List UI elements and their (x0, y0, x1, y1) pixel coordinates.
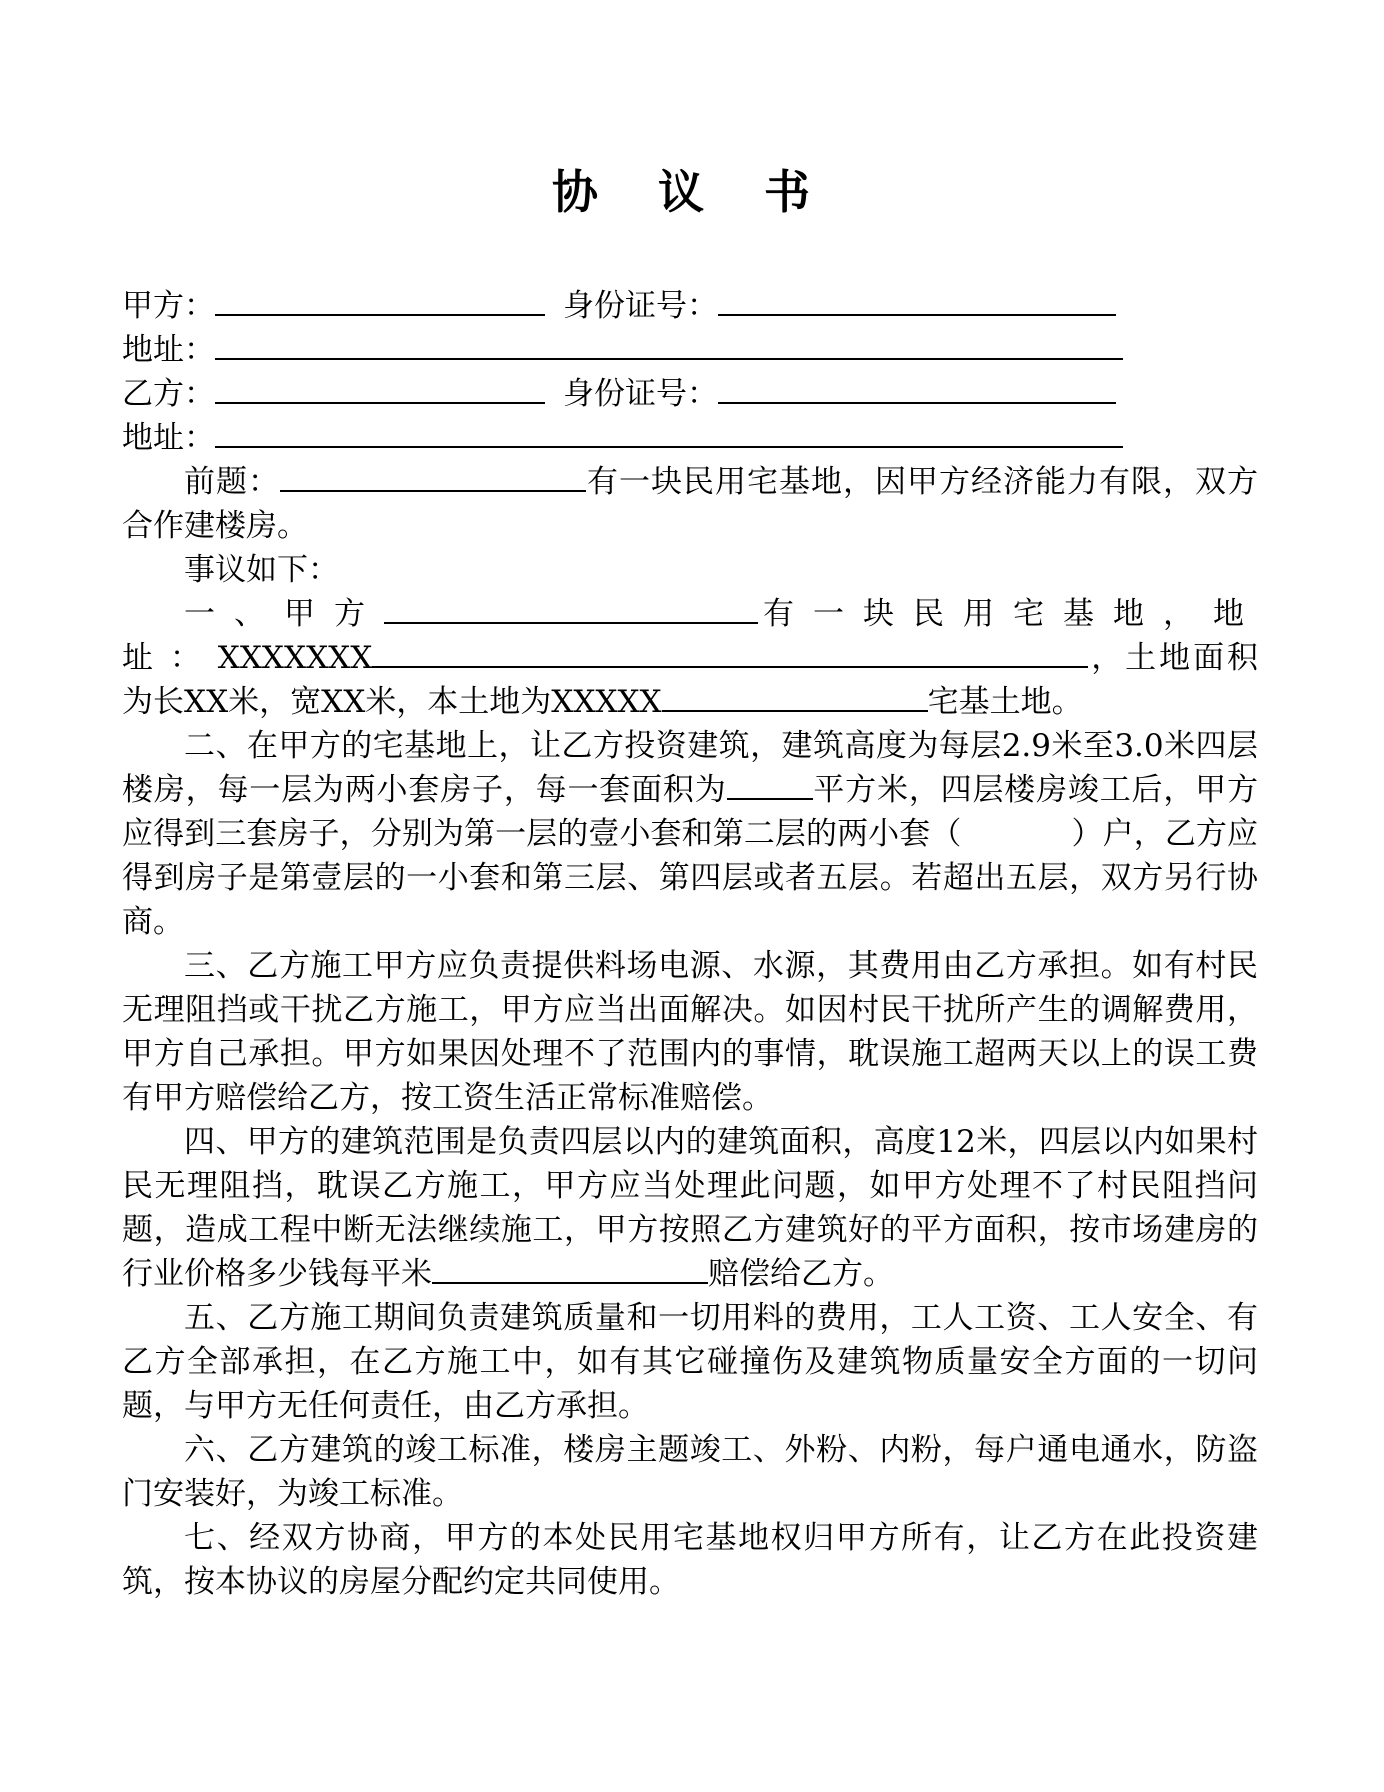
party-a-address-blank (215, 328, 1123, 360)
clause-2-area-blank (727, 768, 813, 800)
clause-1-type-blank (662, 680, 928, 712)
party-a-name-blank (215, 284, 545, 316)
clause-1-area: ，土地面积为长XX米，宽XX米，本土地为XXXXX (122, 640, 1259, 720)
clause-1-land: 有一块民用宅基地，地址： (122, 596, 1258, 676)
clause-4-text-b: 赔偿给乙方。 (708, 1256, 894, 1292)
document-title: 协 议 书 (551, 165, 833, 219)
clause-2-text-a: 二、在甲方的宅基地上，让乙方投资建筑，建筑高度为每层2.9米至3.0米四层楼房，每一层为两小套房子，每一套面积为 (122, 728, 1258, 808)
party-b-address-label: 地址： (122, 420, 215, 456)
clause-1-end: 宅基土地。 (927, 684, 1083, 720)
clause-2 (122, 724, 1258, 944)
party-b-id-blank (718, 372, 1116, 404)
party-b-address-blank (215, 416, 1123, 448)
clause-1-party: 一、甲方 (184, 596, 384, 632)
clause-1-address-blank (372, 636, 1088, 668)
party-b-name-blank (215, 372, 545, 404)
clause-1 (122, 592, 1258, 724)
party-a-row (122, 284, 1258, 328)
clause-4-price-blank (432, 1252, 708, 1284)
party-b-address-row (122, 416, 1258, 460)
party-b-row (122, 372, 1258, 416)
party-a-id-blank (718, 284, 1116, 316)
preface-label: 前题： (184, 464, 280, 500)
clause-2-text-b: 平方米，四层楼房竣工后，甲方应得到三套房子，分别为第一层的壹小套和第二层的两小套（ (122, 772, 1259, 852)
party-b-id-label: 身份证号： (563, 376, 718, 412)
clause-5: 五、乙方施工期间负责建筑质量和一切用料的费用，工人工资、工人安全、有乙方全部承担，在乙方施工中，如有其它碰撞伤及建筑物质量安全方面的一切问题，与甲方无任何责任，由乙方承担。 (122, 1300, 1258, 1424)
party-a-address-row (122, 328, 1258, 372)
clause-1-address: XXXXXXX (217, 640, 373, 676)
clause-7: 七、经双方协商，甲方的本处民用宅基地权归甲方所有，让乙方在此投资建筑，按本协议的房屋分配约定共同使用。 (122, 1520, 1258, 1600)
clause-6: 六、乙方建筑的竣工标准，楼房主题竣工、外粉、内粉，每户通电通水，防盗门安装好，为竣工标准。 (122, 1432, 1258, 1512)
party-a-address-label: 地址： (122, 332, 215, 368)
document-body (122, 284, 1258, 1604)
preface-text: 有一块民用宅基地，因甲方经济能力有限，双方合作建楼房。 (122, 464, 1258, 544)
clause-3: 三、乙方施工甲方应负责提供料场电源、水源，其费用由乙方承担。如有村民无理阻挡或干扰乙方施工，甲方应当出面解决。如因村民干扰所产生的调解费用，甲方自己承担。甲方如果因处理不了范围内的事情，耽误施工超两天以上的误工费有甲方赔偿给乙方，按工资生活正常标准赔偿。 (122, 948, 1258, 1116)
party-b-label: 乙方： (122, 376, 215, 412)
agree-heading: 事议如下： (184, 552, 339, 588)
clause-2-text-c: ）户，乙方应得到房子是第壹层的一小套和第三层、第四层或者五层。若超出五层，双方另行协商。 (122, 816, 1258, 940)
clause-1-name-blank (384, 592, 758, 624)
party-a-id-label: 身份证号： (563, 288, 718, 324)
preface-blank (280, 460, 586, 492)
clause-4-text-a: 四、甲方的建筑范围是负责四层以内的建筑面积，高度12米，四层以内如果村民无理阻挡，耽误乙方施工，甲方应当处理此问题，如甲方处理不了村民阻挡问题，造成工程中断无法继续施工，甲方按照乙方建筑好的平方面积，按市场建房的行业价格多少钱每平米 (122, 1124, 1258, 1292)
preface-paragraph (122, 460, 1258, 548)
clause-4 (122, 1120, 1258, 1296)
party-a-label: 甲方： (122, 288, 215, 324)
